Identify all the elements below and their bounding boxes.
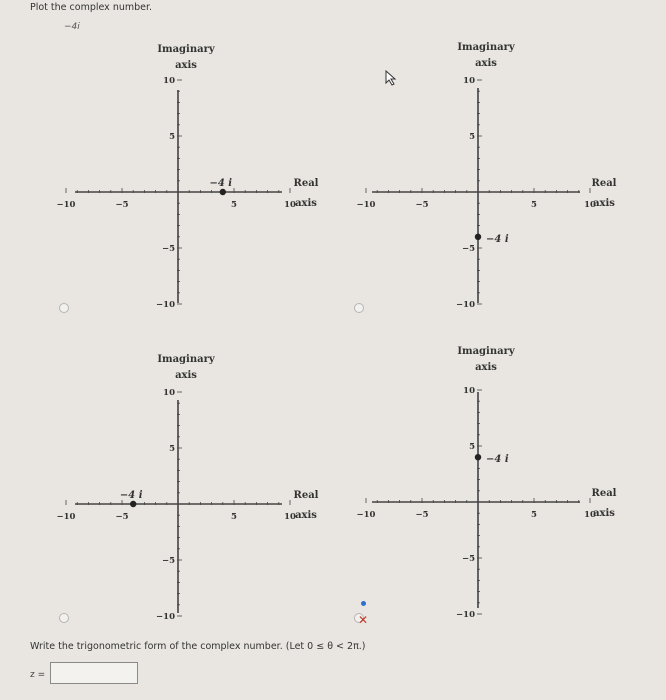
- graph-b-real-axis-title: axis: [593, 198, 615, 209]
- graph-b-x-tick-label: −5: [415, 200, 429, 210]
- graph-c-y-tick-label: −10: [156, 612, 175, 622]
- graph-d-x-tick-label: 5: [531, 510, 537, 520]
- graph-c-x-tick-label: 10: [284, 512, 296, 522]
- graph-c-y-tick-label: 10: [163, 388, 175, 398]
- graph-a-y-tick-label: 5: [169, 132, 175, 142]
- complex-number-expression: −4i: [64, 22, 80, 32]
- graph-d-y-tick-label: 10: [463, 386, 475, 396]
- graph-a-x-tick-label: −10: [56, 200, 76, 210]
- answer-input[interactable]: [50, 662, 138, 684]
- graph-c-real-axis-title: axis: [295, 510, 317, 521]
- graph-a-imaginary-axis-title: axis: [175, 60, 197, 71]
- graph-b-y-tick-label: −5: [461, 244, 475, 254]
- graph-d-y-tick-label: −10: [456, 610, 475, 620]
- graph-d-point-label: −4 i: [486, 454, 509, 466]
- graph-d-y-tick-label: 5: [469, 442, 475, 452]
- graph-d-y-tick-label: −5: [461, 554, 475, 564]
- feedback-dot-icon: [361, 601, 366, 606]
- graph-a-y-tick-label: −10: [156, 300, 175, 310]
- graph-c-imaginary-axis-title: axis: [175, 370, 197, 381]
- graph-b-x-tick-label: 10: [584, 200, 596, 210]
- question-prompt: Plot the complex number.: [30, 2, 153, 13]
- graph-c-x-tick-label: −5: [115, 512, 129, 522]
- graph-a-x-tick-label: 10: [284, 200, 296, 210]
- graph-a-y-tick-label: 10: [163, 76, 175, 86]
- graph-b-imaginary-axis-title: axis: [475, 58, 497, 69]
- answer-label: z =: [30, 670, 46, 680]
- graph-d-data-point: [475, 454, 481, 460]
- graph-a-point-label: −4 i: [209, 178, 233, 189]
- graph-d-x-tick-label: 10: [584, 510, 596, 520]
- graph-a-data-point: [220, 189, 226, 195]
- graph-c-x-tick-label: 5: [231, 512, 237, 522]
- graph-b-y-tick-label: −10: [456, 300, 475, 310]
- graph-d-imaginary-axis-title: Imaginary: [457, 346, 515, 357]
- graph-b-imaginary-axis-title: Imaginary: [457, 42, 515, 53]
- incorrect-x-icon: ✕: [358, 613, 369, 627]
- graph-c-y-tick-label: 5: [169, 444, 175, 454]
- graph-a-real-axis-title: axis: [295, 198, 317, 209]
- graph-a-x-tick-label: 5: [231, 200, 237, 210]
- graph-b-real-axis-title: Real: [591, 178, 617, 189]
- graph-d-x-tick-label: −5: [415, 510, 429, 520]
- mouse-cursor-icon: [385, 70, 397, 86]
- graph-d-x-tick-label: −10: [356, 510, 376, 520]
- graph-b-y-tick-label: 10: [463, 76, 475, 86]
- graph-c-real-axis-title: Real: [293, 490, 319, 501]
- graph-a-y-tick-label: −5: [161, 244, 175, 254]
- graph-d-real-axis-title: Real: [591, 488, 617, 499]
- graph-c-x-tick-label: −10: [56, 512, 76, 522]
- graph-c-data-point: [130, 501, 136, 507]
- graph-d-imaginary-axis-title: axis: [475, 362, 497, 373]
- graph-a-imaginary-axis-title: Imaginary: [157, 44, 215, 55]
- graph-a-real-axis-title: Real: [293, 178, 319, 189]
- graph-b-x-tick-label: −10: [356, 200, 376, 210]
- graph-d-real-axis-title: axis: [593, 508, 615, 519]
- graph-c-y-tick-label: −5: [161, 556, 175, 566]
- trig-form-question: Write the trigonometric form of the complex number. (Let 0 ≤ θ < 2π.): [30, 641, 366, 652]
- graph-c-imaginary-axis-title: Imaginary: [157, 354, 215, 365]
- graph-a-x-tick-label: −5: [115, 200, 129, 210]
- graph-b-point-label: −4 i: [486, 233, 509, 245]
- graph-b-x-tick-label: 5: [531, 200, 537, 210]
- graph-c-point-label: −4 i: [119, 490, 143, 501]
- graph-b-data-point: [475, 234, 481, 240]
- graph-b-y-tick-label: 5: [469, 132, 475, 142]
